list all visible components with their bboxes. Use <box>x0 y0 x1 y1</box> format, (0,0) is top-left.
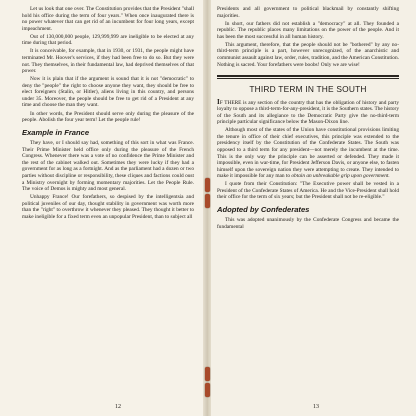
body-paragraph: They have, or I should say had, something of this sort in what was France. Their Prime Minister held office only during the pleasure of the French Congress. Whenever there was a vote of no confidence the Prime Minister and the rest of the cabinet walked out. Sometimes they were lucky if they had a government for as long as a fortnight. And as the parliament had a dozen or two parties without discipline or responsibility, these cliques and factions could oust a Ministry overnight by forming momentary majorities. Let the People Rule. The voice of Demos is mighty and most general. <box>22 140 194 193</box>
body-paragraph: I quote from their Constitution: "The Executive power shall be vested in a President of the Confederate States of America. He and the Vice-President shall hold their office for the term of six years; but the President shall not be re-eligible." <box>217 181 399 201</box>
section-title: THIRD TERM IN THE SOUTH <box>249 84 367 94</box>
drop-letter: I <box>217 97 220 106</box>
drop-rest: F THERE <box>219 99 242 106</box>
staple-bottom <box>205 383 210 397</box>
body-paragraph: In short, our fathers did not establish a "democracy" at all. They founded a republic. The republic places many limitations on the power of the people. And it has been the most successful in all human history. <box>217 20 399 40</box>
body-text: Although most of the states of the Union have constitutional provisions limiting the tenure in office of their chief executives, this principle was extended to the presidency itself by the Constitution of the Confederate States. The South was opposed to a third term for any president—not merely the incumbent at the time. This is the only way the principle can be asserted or defended. They made it impossible, even in war-time, for President Jefferson Davis, or anyone else, to fasten himself upon the sovereign nation they were attempting to create. They intended to make it impossible for any man to <box>217 127 399 180</box>
staple-lower <box>205 367 210 381</box>
italic-phrase: obtain an unbreakable grip upon government. <box>291 173 390 180</box>
body-paragraph: Out of 130,000,000 people, 129,999,999 are ineligible to be elected at any time during that period. <box>22 33 194 47</box>
body-paragraph: This argument, therefore, that the people should not be "bothered" by any no-third-term principle is a part, however unrecognized, of the anarchistic and communist assault against law, order, rules, tradition, and the American Constitution. Nothing is sacred. Your forefathers were boobs! Only we are wise! <box>217 41 399 68</box>
title-rule-top-thin <box>217 78 399 79</box>
page-number: 13 <box>313 404 319 410</box>
body-paragraph: Presidents and all government to political blackmail by constantly shifting majorities. <box>217 6 399 19</box>
page-number: 12 <box>115 404 121 410</box>
body-paragraph: It is conceivable, for example, that in 1930, or 1931, the people might have terminated Mr. Hoover's services, if they had been free to do so. But they were not. They themselves, in their fundamental law, had deprived themselves of that power. <box>22 48 194 75</box>
right-page <box>211 0 416 416</box>
staple-upper <box>205 194 210 208</box>
left-page <box>0 0 205 416</box>
section-heading: Adopted by Confederates <box>217 204 310 214</box>
lead-paragraph <box>217 99 399 126</box>
body-paragraph: This was adopted unanimously by the Confederate Congress and became the fundamental <box>217 217 399 231</box>
body-paragraph: Now it is plain that if the argument is sound that it is not "democratic" to deny the "people" the right to choose anyone they want, they should be free to elect foreigners (Stalin, or Hitler), aliens living in this country, and persons under 35. Moreover, the people should be free to get rid of a President at any time and choose the man they want. <box>22 76 194 109</box>
right-page-column <box>217 6 399 232</box>
body-paragraph: In other words, the President should serve only during the pleasure of the people. Abolish the four year term! Let the people rule! <box>22 110 194 124</box>
lead-text: is any section of the country that has the obligation of history and party loyalty to oppose a third-term-for-any-president, it is the Southern states. The history of the South and its allegiance to the Democratic Party give the no-third-term principle particular significance below the Mason-Dixon line. <box>217 99 399 126</box>
section-heading: Example in France <box>22 127 90 137</box>
staple-top <box>205 178 210 192</box>
left-page-column <box>22 6 194 222</box>
body-paragraph: Unhappy France! Our forefathers, so despised by the intelligentsia and political juveniles of our day, thought stability in government was worth more than the "right" to overthrow it whenever they pleased. They thought it better to make ineligible for a fixed term even an unpopular President, than to subject all <box>22 194 194 220</box>
body-paragraph <box>217 127 399 179</box>
body-paragraph: Let us look that one over. The Constitution provides that the President "shall hold his office during the term of four years." When once inaugurated there is no power whatever that can get rid of an incumbent for four long years, except impeachment. <box>22 6 194 32</box>
title-rule-top <box>217 75 399 77</box>
